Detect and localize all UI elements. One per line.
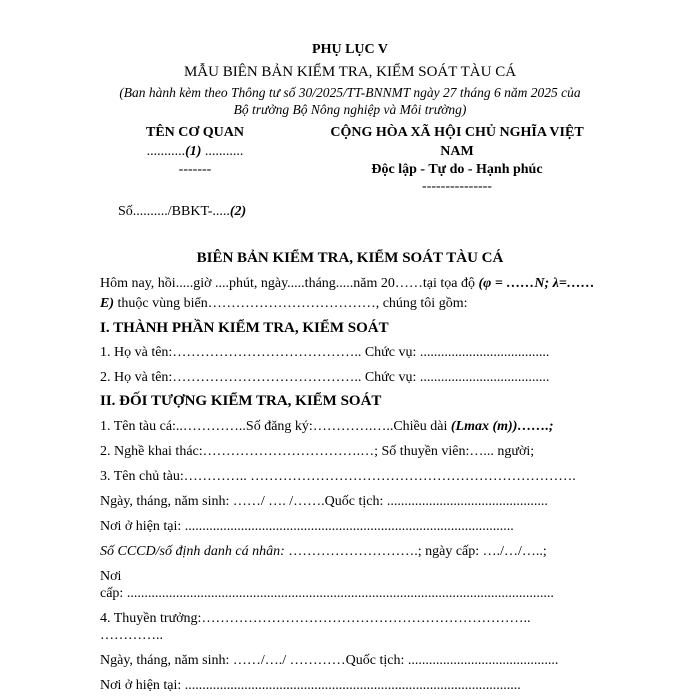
appendix-label: PHỤ LỤC V xyxy=(312,42,388,57)
owner-row: 3. Tên chủ tàu:………….. ……………………………………………………………. xyxy=(100,469,576,484)
captain-birth-row: Ngày, tháng, năm sinh: ……/…./ …………Quốc tịch: ........................................... xyxy=(100,653,559,668)
document-title: BIÊN BẢN KIỂM TRA, KIỂM SOÁT TÀU CÁ xyxy=(196,250,504,266)
agency-dots-right: ........... xyxy=(201,144,244,159)
agency-dots-left: ........... xyxy=(146,144,186,159)
national-rule: --------------- xyxy=(422,179,492,194)
intro-date-text: Hôm nay, hồi.....giờ ....phút, ngày.....tháng.....năm 20……tại tọa độ xyxy=(100,276,479,291)
national-title-line-1: CỘNG HÒA XÃ HỘI CHỦ NGHĨA VIỆT xyxy=(330,125,584,140)
id-row xyxy=(100,544,547,560)
section-2-title: II. ĐỐI TƯỢNG KIỂM TRA, KIỂM SOÁT xyxy=(100,393,382,409)
national-motto: Độc lập - Tự do - Hạnh phúc xyxy=(371,162,543,177)
member-row-1: 1. Họ và tên:………………………………….. Chức vụ: ..................................... xyxy=(100,345,550,360)
issued-by-line-2: Bộ trưởng Bộ Nông nghiệp và Môi trường) xyxy=(233,102,467,117)
owner-residence-row: Nơi ở hiện tại: .............................................................................................. xyxy=(100,519,514,534)
agency-code: (1) xyxy=(185,144,202,159)
captain-row: 4. Thuyền trưởng:…………………………………………………………….. xyxy=(100,611,531,626)
document-number-code: (2) xyxy=(229,204,247,219)
intro-sea-area: thuộc vùng biển………………………………, chúng tôi gồm: xyxy=(114,296,468,311)
document-number-prefix: Số........../BBKT-..... xyxy=(118,204,230,219)
issue-place-label: Nơi xyxy=(100,569,122,584)
owner-birth-row: Ngày, tháng, năm sinh: ……/ …. /…….Quốc tịch: .............................................. xyxy=(100,494,548,509)
captain-residence-row: Nơi ở hiện tại: ................................................................................................ xyxy=(100,678,521,693)
id-issue-date: ……………………….; ngày cấp: …./…/…..; xyxy=(284,544,547,559)
captain-row-cont: ………….. xyxy=(100,628,163,643)
section-1-title: I. THÀNH PHẦN KIỂM TRA, KIỂM SOÁT xyxy=(100,320,389,336)
fishing-row: 2. Nghề khai thác:…………………………….…; Số thuyền viên:…... người; xyxy=(100,444,535,459)
vessel-name-registration: 1. Tên tàu cá:..…………..Số đăng ký:………….…..Chiều dài xyxy=(100,419,451,434)
issued-by-line-1: (Ban hành kèm theo Thông tư số 30/2025/TT-BNNMT ngày 27 tháng 6 năm 2025 của xyxy=(119,85,581,100)
national-title-line-2: NAM xyxy=(440,144,474,159)
member-row-2: 2. Họ và tên:………………………………….. Chức vụ: ..................................... xyxy=(100,370,550,385)
issue-place-row: cấp: .......................................................................................................................... xyxy=(100,586,554,601)
intro-line-2 xyxy=(100,296,467,312)
intro-coordinates: (φ = ……N; λ=…… xyxy=(478,276,595,291)
intro-line-1 xyxy=(100,276,595,292)
agency-rule: ------- xyxy=(178,162,212,177)
vessel-row xyxy=(100,419,554,435)
form-title: MẪU BIÊN BẢN KIỂM TRA, KIỂM SOÁT TÀU CÁ xyxy=(183,64,517,80)
agency-name: TÊN CƠ QUAN xyxy=(145,125,244,140)
agency-code-line xyxy=(110,144,280,160)
document-number xyxy=(118,204,246,220)
vessel-length: (Lmax (m))…….; xyxy=(450,419,554,434)
id-label: Số CCCD/số định danh cá nhân: xyxy=(100,544,285,559)
intro-coordinates-end: E) xyxy=(100,296,114,311)
